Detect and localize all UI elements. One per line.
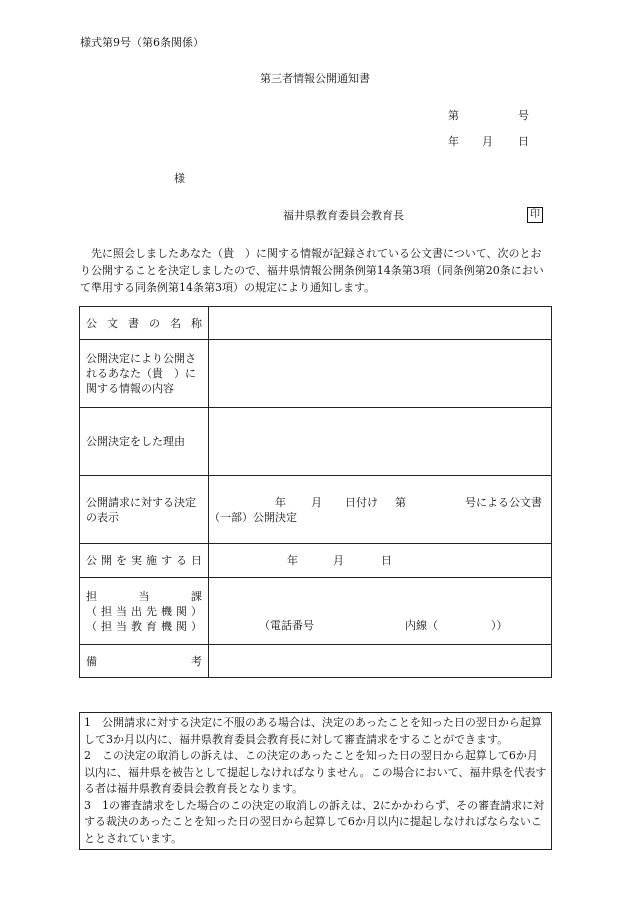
dept-label-2	[86, 604, 202, 619]
ext-label: 内線（	[405, 619, 438, 632]
label-char: る	[176, 554, 187, 567]
reason-label: 公開決定をした理由	[80, 408, 209, 476]
impl-year: 年	[287, 554, 298, 567]
note-item: 2 この決定の取消しの訴えは、この決定のあったことを知った日の翌日から起算して6か月以内に、福井県を被告として提起しなければなりません。この場合において、福井県を代表する者は福井県教育委員会教育長となります。	[84, 749, 547, 795]
label-char: 育	[146, 619, 157, 633]
dept-label	[86, 589, 202, 604]
request-dai: 第	[395, 495, 406, 509]
date-day: 日	[518, 135, 529, 148]
label-char: 称	[191, 316, 202, 330]
label-char: 日	[191, 554, 202, 567]
reason-value[interactable]	[209, 408, 552, 476]
label-char: 先	[146, 604, 157, 618]
doc-name-label	[86, 316, 202, 331]
label-char: ）	[191, 604, 202, 618]
request-go: 号による公文書	[465, 495, 542, 509]
seal-mark: 印	[527, 207, 543, 223]
label-char: （	[86, 604, 97, 618]
request-label: 公開請求に対する決定の表示	[80, 476, 209, 544]
table-row	[80, 476, 552, 544]
label-char: 関	[176, 619, 187, 633]
recipient-suffix: 様	[174, 172, 185, 185]
label-char: 名	[170, 316, 181, 330]
notes-box	[79, 712, 552, 850]
request-value[interactable]	[209, 476, 552, 544]
label-char: 機	[161, 604, 172, 618]
label-char: 実	[131, 554, 142, 567]
label-char: 機	[161, 619, 172, 633]
table-row	[80, 578, 552, 645]
label-char: を	[116, 554, 127, 567]
impl-label-cell	[80, 544, 209, 578]
number-suffix: 号	[518, 109, 529, 122]
label-char: 出	[131, 604, 142, 618]
request-dated: 日付け	[345, 495, 378, 509]
impl-label	[86, 553, 202, 568]
label-char: 当	[116, 619, 127, 633]
body-text: 先に照会しましたあなた（貴 ）に関する情報が記録されている公文書について、次のとおり公開することを決定しましたので、福井県情報公開条例第14条第3項（同条例第20条において準用する同条例第14条第3項）の規定により通知します。	[80, 247, 544, 294]
dept-label-cell	[80, 578, 209, 645]
table-row	[80, 408, 552, 476]
label-char: ）	[191, 619, 202, 633]
table-row	[80, 307, 552, 340]
table-row	[80, 544, 552, 578]
doc-name-label-cell	[80, 307, 209, 340]
request-result: （一部）公開決定	[209, 510, 297, 524]
phone-label: （電話番号	[259, 619, 314, 632]
remarks-label	[86, 654, 202, 669]
label-char: 書	[128, 316, 139, 330]
date-month: 月	[482, 135, 493, 148]
label-char: す	[161, 554, 172, 567]
label-char: （	[86, 619, 97, 633]
label-char: 公	[86, 316, 97, 330]
remarks-label-cell	[80, 645, 209, 678]
label-char: 施	[146, 554, 157, 567]
request-month: 月	[311, 495, 322, 509]
info-value[interactable]	[209, 340, 552, 408]
body-paragraph	[80, 245, 552, 296]
info-label: 公開決定により公開されるあなた（貴 ）に関する情報の内容	[80, 340, 209, 408]
form-number: 様式第9号（第6条関係）	[80, 36, 204, 49]
impl-month: 月	[333, 554, 344, 567]
label-char: 当	[138, 589, 150, 603]
impl-value[interactable]	[209, 544, 552, 578]
label-char: 関	[176, 604, 187, 618]
note-item: 3 1の審査請求をした場合のこの決定の取消しの訴えは、2にかかわらず、その審査請求に対する裁決のあったことを知った日の翌日から起算して6か月以内に提起しなければならないこととされています。	[84, 798, 545, 845]
document-title: 第三者情報公開通知書	[260, 72, 370, 85]
note-item: 1 公開請求に対する決定に不服のある場合は、決定のあったことを知った日の翌日から起算して3か月以内に、福井県教育委員会教育長に対して審査請求をすることができます。	[84, 716, 542, 746]
date-year: 年	[448, 135, 459, 148]
label-char: 文	[107, 316, 118, 330]
issuer-name: 福井県教育委員会教育長	[283, 209, 404, 222]
table-row	[80, 340, 552, 408]
label-char: 当	[116, 604, 127, 618]
ext-close: ））	[491, 619, 508, 632]
impl-day: 日	[381, 554, 392, 567]
dept-value[interactable]	[209, 578, 552, 645]
dept-label-3	[86, 619, 202, 634]
info-table	[79, 306, 552, 678]
label-char: 教	[131, 619, 142, 633]
doc-name-value[interactable]	[209, 307, 552, 340]
remarks-value[interactable]	[209, 645, 552, 678]
label-char: 開	[101, 554, 112, 567]
label-char: 担	[86, 589, 97, 603]
label-char: 担	[101, 604, 112, 618]
label-char: 課	[191, 589, 202, 603]
label-char: 担	[101, 619, 112, 633]
label-char: 公	[86, 554, 97, 567]
table-row	[80, 645, 552, 678]
label-char: 考	[191, 654, 202, 668]
number-prefix: 第	[448, 109, 459, 122]
label-char: の	[149, 316, 160, 330]
request-year: 年	[275, 495, 286, 509]
label-char: 備	[86, 654, 97, 668]
